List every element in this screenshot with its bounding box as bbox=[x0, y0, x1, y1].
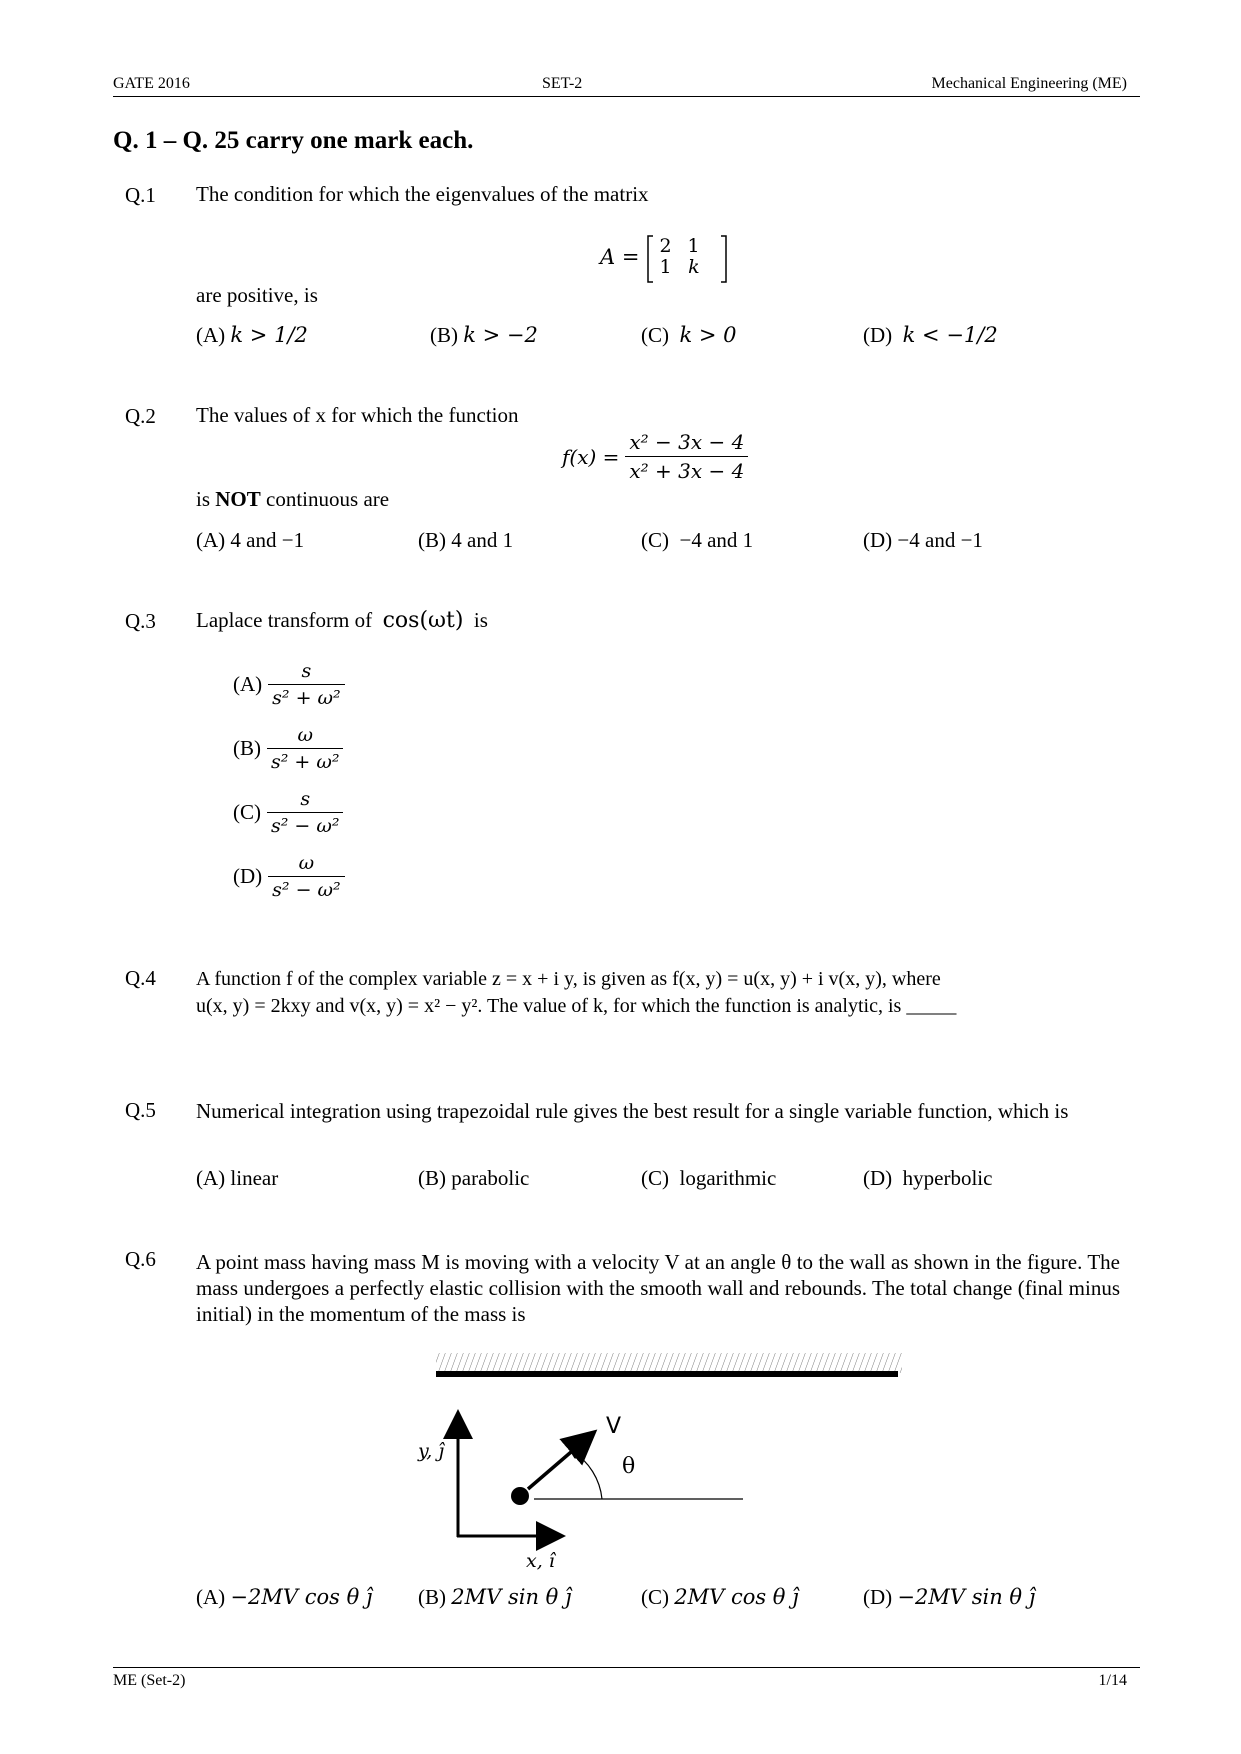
q4-line2: u(x, y) = 2kxy and v(x, y) = x² − y². The value of k, for which the function is analytic, is _____ bbox=[196, 995, 957, 1017]
q3-option-c: (C) $\frac{s}{\text{s² − ω²}}$ bbox=[233, 788, 343, 837]
footer-page-number: 1/14 bbox=[1098, 1672, 1127, 1689]
section-title: Q. 1 – Q. 25 carry one mark each. bbox=[113, 127, 474, 154]
matrix-cell: 1 bbox=[659, 256, 672, 278]
velocity-label: V bbox=[606, 1414, 622, 1439]
q1-matrix-label: A = bbox=[600, 245, 640, 269]
q6-figure bbox=[400, 1345, 920, 1575]
matrix-cell: k bbox=[688, 256, 700, 278]
matrix-cell: 2 bbox=[659, 235, 672, 257]
q1-option-c: (C) k > 0 bbox=[641, 323, 737, 347]
q6-option-d: (D) −2MV sin θ ĵ bbox=[863, 1585, 1036, 1609]
q3-option-b: (B) $\frac{\omega}{\text{s² + ω²}}$ bbox=[233, 724, 343, 773]
footer-left: ME (Set-2) bbox=[113, 1672, 186, 1689]
q2-option-c: (C) −4 and 1 bbox=[641, 528, 754, 552]
velocity-arrow bbox=[528, 1434, 592, 1489]
q4-number: Q.4 bbox=[125, 966, 156, 990]
q3-text: Laplace transform of cos(ωt) is bbox=[196, 608, 488, 633]
q5-option-d: (D) hyperbolic bbox=[863, 1166, 993, 1190]
q2-denominator: x² + 3x − 4 bbox=[629, 459, 745, 483]
header-right: Mechanical Engineering (ME) bbox=[931, 75, 1127, 92]
wall bbox=[436, 1371, 898, 1377]
q2-numerator: x² − 3x − 4 bbox=[625, 430, 748, 457]
q5-option-a: (A) linear bbox=[196, 1166, 279, 1190]
q1-number: Q.1 bbox=[125, 183, 156, 207]
matrix-cell: 1 bbox=[687, 235, 700, 257]
q2-text2: is NOT continuous are bbox=[196, 487, 390, 511]
angle-label: θ bbox=[622, 1454, 636, 1479]
footer-rule bbox=[113, 1667, 1140, 1668]
q1-option-a: (A) k > 1/2 bbox=[196, 323, 308, 347]
q5-text: Numerical integration using trapezoidal rule gives the best result for a single variable function, which is bbox=[196, 1099, 1069, 1123]
q2-number: Q.2 bbox=[125, 404, 156, 428]
q5-number: Q.5 bbox=[125, 1098, 156, 1122]
q3-expression: cos(ωt) bbox=[382, 608, 464, 633]
q6-option-b: (B) 2MV sin θ ĵ bbox=[418, 1585, 572, 1609]
q3-option-d: (D) $\frac{\omega}{\text{s² − ω²}}$ bbox=[233, 852, 345, 901]
q2-text: The values of x for which the function bbox=[196, 403, 519, 427]
q2-fraction bbox=[625, 430, 748, 483]
q1-matrix bbox=[645, 234, 713, 280]
q1-text: The condition for which the eigenvalues of the matrix bbox=[196, 182, 649, 206]
header-left: GATE 2016 bbox=[113, 75, 190, 92]
wall-hatching bbox=[436, 1353, 902, 1373]
q2-option-d: (D) −4 and −1 bbox=[863, 528, 983, 552]
point-mass bbox=[511, 1487, 529, 1505]
angle-arc bbox=[572, 1451, 602, 1499]
q5-option-b: (B) parabolic bbox=[418, 1166, 530, 1190]
q2-function bbox=[562, 430, 748, 483]
q5-option-c: (C) logarithmic bbox=[641, 1166, 777, 1190]
x-axis-label: x, î bbox=[526, 1550, 555, 1572]
q6-text: A point mass having mass M is moving with a velocity V at an angle θ to the wall as shown in the figure. The mass undergoes a perfectly elastic collision with the smooth wall and rebounds. The total change (final minus initial) in the momentum of the mass is bbox=[196, 1250, 1120, 1326]
q4-line1: A function f of the complex variable z = x + i y, is given as f(x, y) = u(x, y) + i v(x, y), where bbox=[196, 968, 941, 990]
q1-text2: are positive, is bbox=[196, 283, 318, 307]
q3-number: Q.3 bbox=[125, 609, 156, 633]
q3-option-a: (A) $\frac{s}{\text{s² + ω²}}$ bbox=[233, 660, 345, 709]
q2-option-b: (B) 4 and 1 bbox=[418, 528, 514, 552]
q2-option-a: (A) 4 and −1 bbox=[196, 528, 305, 552]
q1-matrix-equation bbox=[600, 232, 714, 282]
q2-fx-label: f(x) = bbox=[562, 444, 620, 469]
q1-option-d: (D) k < −1/2 bbox=[863, 323, 998, 347]
q6-option-c: (C) 2MV cos θ ĵ bbox=[641, 1585, 799, 1609]
header-rule bbox=[113, 96, 1140, 97]
y-axis-label: y, ĵ bbox=[418, 1440, 445, 1462]
q6-number: Q.6 bbox=[125, 1247, 156, 1271]
q1-option-b: (B) k > −2 bbox=[430, 323, 538, 347]
q6-option-a: (A) −2MV cos θ ĵ bbox=[196, 1585, 373, 1609]
header-center: SET-2 bbox=[542, 75, 583, 92]
